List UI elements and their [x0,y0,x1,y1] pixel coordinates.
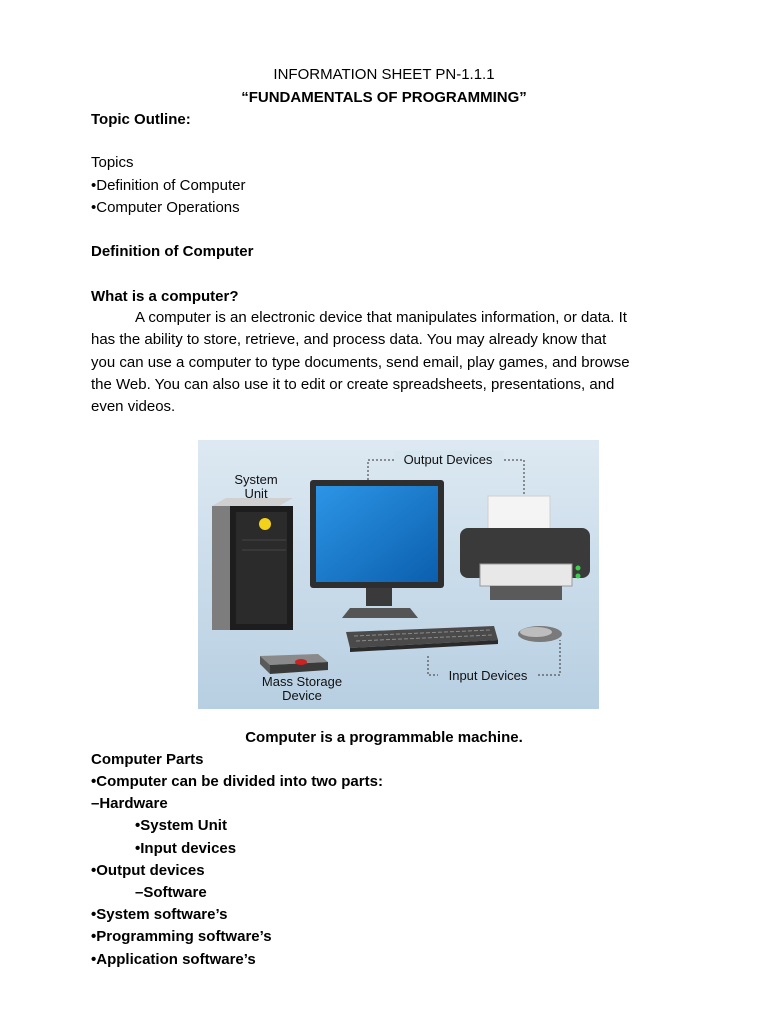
input-devices-label: Input Devices [448,668,528,683]
mouse-icon [518,626,562,642]
topics-label: Topics [91,154,134,171]
paragraph-line: you can use a computer to type documents, send email, play games, and browse [91,353,630,371]
mass-storage-label: Device [282,688,322,703]
parts-list-item: •System Unit [135,817,227,834]
paragraph-line: even videos. [91,398,176,416]
paragraph-line: A computer is an electronic device that manipulates information, or data. It [135,309,627,326]
paragraph-line: has the ability to store, retrieve, and process data. You may already know that [91,331,607,349]
parts-list-item: •System software’s [91,906,228,923]
parts-list-item: –Software [135,884,207,901]
sheet-number-title: INFORMATION SHEET PN-1.1.1 [273,66,495,83]
parts-list-item: •Application software’s [91,951,256,968]
parts-list-item: •Output devices [91,862,205,879]
system-unit-tower-icon [212,498,293,630]
system-unit-label: System [234,472,278,487]
sheet-main-title: “FUNDAMENTALS OF PROGRAMMING” [241,89,527,106]
system-unit-label: Unit [244,486,268,501]
parts-list-item: •Programming software’s [91,928,272,945]
topic-outline-heading: Topic Outline: [91,111,191,128]
parts-list-item: •Input devices [135,840,237,857]
figure-caption: Computer is a programmable machine. [245,729,523,746]
computer-components-figure [198,440,599,709]
parts-list-item: •Computer can be divided into two parts: [91,773,383,790]
definition-heading: Definition of Computer [91,243,254,260]
computer-parts-heading: Computer Parts [91,751,204,768]
topic-item: •Computer Operations [91,199,240,216]
parts-list-item: –Hardware [91,795,168,812]
question-heading: What is a computer? [91,288,239,305]
paragraph-line: the Web. You can also use it to edit or create spreadsheets, presentations, and [91,375,615,393]
definition-paragraph [91,307,691,418]
mass-storage-label: Mass Storage [261,674,343,689]
topic-item: •Definition of Computer [91,177,246,194]
output-devices-label: Output Devices [403,452,493,467]
